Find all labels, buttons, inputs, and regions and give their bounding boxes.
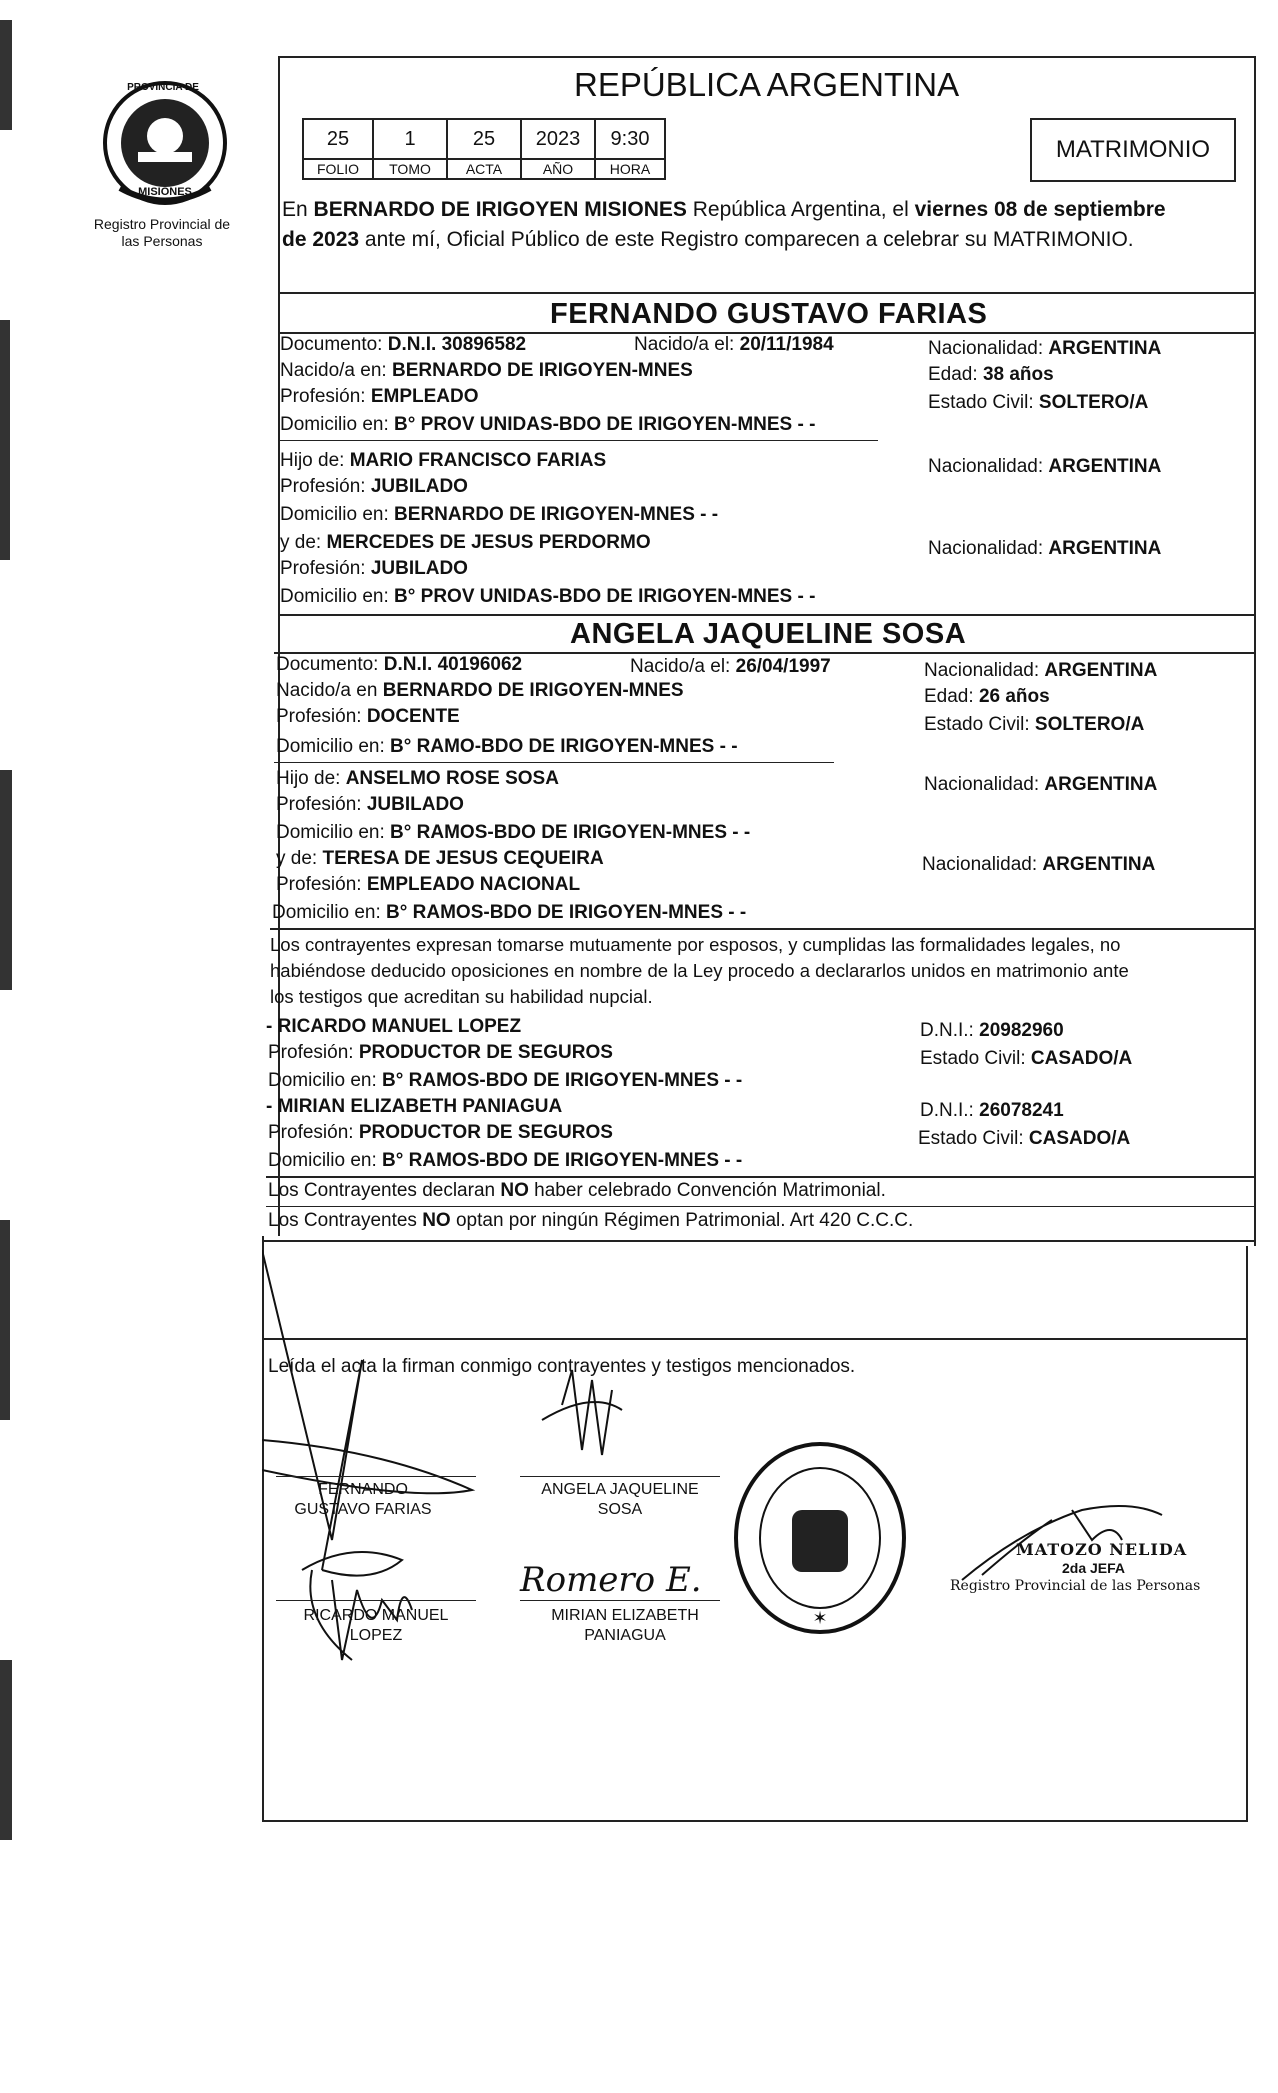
registry-seal-icon xyxy=(730,1438,910,1638)
c2-edad xyxy=(924,686,1050,708)
c1-padre-nac xyxy=(928,456,1161,478)
label: Edad: xyxy=(924,686,974,707)
c2-estado xyxy=(924,714,1144,736)
scan-artifact xyxy=(0,1660,12,1840)
label: Domicilio en: xyxy=(272,902,381,923)
label: Estado Civil: xyxy=(928,392,1034,413)
logo-caption: Registro Provincial de las Personas xyxy=(93,216,231,249)
c1-nacido-en xyxy=(280,360,693,382)
value: D.N.I. 30896582 xyxy=(387,334,527,355)
label: Nacionalidad: xyxy=(922,854,1038,875)
testigo1-dni xyxy=(920,1020,1064,1042)
testigo1-domicilio xyxy=(268,1070,742,1092)
text-bold: NO xyxy=(500,1180,529,1201)
signature-line xyxy=(276,1600,476,1601)
label: Domicilio en: xyxy=(268,1150,377,1171)
label: Profesión: xyxy=(268,1042,354,1063)
label: Nacionalidad: xyxy=(924,660,1040,681)
folio-label: FOLIO xyxy=(302,158,374,180)
label: Estado Civil: xyxy=(918,1128,1024,1149)
label: Profesión: xyxy=(276,874,362,895)
scan-artifact xyxy=(0,770,12,990)
record-type: MATRIMONIO xyxy=(1055,136,1211,163)
c1-padre-dom xyxy=(280,504,718,526)
value: CASADO/A xyxy=(1028,1128,1131,1149)
value: B° RAMOS-BDO DE IRIGOYEN-MNES - - xyxy=(386,902,747,923)
value: ARGENTINA xyxy=(1048,538,1162,559)
oficial-role: 2da JEFA xyxy=(1062,1560,1126,1576)
tomo-label: TOMO xyxy=(372,158,448,180)
value: 20/11/1984 xyxy=(739,334,834,355)
label: Profesión: xyxy=(280,558,366,579)
declaracion-line-2: habiéndose deducido oposiciones en nombre de la Ley procedo a declararlos unidos en matrimonio ante xyxy=(270,960,1129,981)
value: B° RAMOS-BDO DE IRIGOYEN-MNES - - xyxy=(382,1150,743,1171)
testigo1-estado xyxy=(920,1048,1132,1070)
c1-estado xyxy=(928,392,1148,414)
value: BERNARDO DE IRIGOYEN-MNES xyxy=(391,360,693,381)
value: B° PROV UNIDAS-BDO DE IRIGOYEN-MNES - - xyxy=(394,586,816,607)
firma3-label: RICARDO MANUEL LOPEZ xyxy=(303,1607,449,1644)
intro-date: viernes 08 de septiembre xyxy=(914,198,1166,221)
label: Nacido/a en xyxy=(276,680,378,701)
testigo1-name: - RICARDO MANUEL LOPEZ xyxy=(266,1016,522,1037)
firma2-label: ANGELA JAQUELINE SOSA xyxy=(541,1481,699,1518)
anio-label: AÑO xyxy=(520,158,596,180)
value: JUBILADO xyxy=(366,794,464,815)
intro-place: BERNARDO DE IRIGOYEN MISIONES xyxy=(313,198,687,221)
declaracion-line-3: los testigos que acreditan su habilidad nupcial. xyxy=(270,986,653,1007)
value: JUBILADO xyxy=(370,558,468,579)
c1-padre xyxy=(280,450,606,472)
label: Edad: xyxy=(928,364,978,385)
c2-madre-nac xyxy=(922,854,1155,876)
intro-mid: República Argentina, el xyxy=(692,198,909,221)
value: ARGENTINA xyxy=(1044,660,1158,681)
c1-profesion xyxy=(280,386,479,408)
label: Nacionalidad: xyxy=(928,456,1044,477)
firma4-label: MIRIAN ELIZABETH PANIAGUA xyxy=(551,1607,699,1644)
label: Profesión: xyxy=(280,476,366,497)
svg-text:✶: ✶ xyxy=(812,1608,828,1628)
c1-edad xyxy=(928,364,1054,386)
value: SOLTERO/A xyxy=(1038,392,1149,413)
value: 38 años xyxy=(982,364,1054,385)
value: DOCENTE xyxy=(366,706,460,727)
tomo-value: 1 xyxy=(372,118,448,160)
cierre-text: Leída el acta la firman conmigo contrayentes y testigos mencionados. xyxy=(268,1356,856,1377)
value: CASADO/A xyxy=(1030,1048,1133,1069)
seal-top-text: PROVINCIA DE xyxy=(127,82,199,93)
text: Los Contrayentes declaran xyxy=(268,1180,496,1201)
label: Estado Civil: xyxy=(920,1048,1026,1069)
label: Domicilio en: xyxy=(280,504,389,525)
convencion-line-2 xyxy=(268,1210,913,1232)
frame-right xyxy=(1254,56,1256,1246)
value: SOLTERO/A xyxy=(1034,714,1145,735)
intro-rest: ante mí, Oficial Público de este Registro comparecen a celebrar su MATRIMONIO. xyxy=(364,228,1134,251)
label: Nacido/a en: xyxy=(280,360,387,381)
scan-artifact xyxy=(0,1220,10,1420)
label: Profesión: xyxy=(276,794,362,815)
scan-artifact xyxy=(0,20,12,130)
testigo2-profesion xyxy=(268,1122,613,1144)
text: haber celebrado Convención Matrimonial. xyxy=(534,1180,886,1201)
value: D.N.I. 40196062 xyxy=(383,654,523,675)
c2-madre xyxy=(276,848,604,870)
c1-madre-dom xyxy=(280,586,815,608)
c2-nacido-en xyxy=(276,680,684,702)
c1-documento xyxy=(280,334,526,356)
underline xyxy=(274,762,834,763)
label: D.N.I.: xyxy=(920,1100,974,1121)
c2-padre-nac xyxy=(924,774,1157,796)
value: MARIO FRANCISCO FARIAS xyxy=(349,450,607,471)
scan-artifact xyxy=(0,320,10,560)
folio-value: 25 xyxy=(302,118,374,160)
contrayente1-name: FERNANDO GUSTAVO FARIAS xyxy=(550,298,988,330)
c1-madre-nac xyxy=(928,538,1161,560)
divider xyxy=(278,614,1254,616)
value: 26 años xyxy=(978,686,1050,707)
seal-bottom-text: MISIONES xyxy=(138,186,192,198)
c1-domicilio xyxy=(280,414,815,436)
label: Nacido/a el: xyxy=(634,334,735,355)
value: JUBILADO xyxy=(370,476,468,497)
firma1-label: FERNANDO GUSTAVO FARIAS xyxy=(294,1481,432,1518)
signature-line xyxy=(520,1476,720,1477)
label: Nacido/a el: xyxy=(630,656,731,677)
value: PRODUCTOR DE SEGUROS xyxy=(358,1122,613,1143)
intro-prefix: En xyxy=(282,198,308,221)
label: y de: xyxy=(280,532,322,553)
label: Hijo de: xyxy=(276,768,341,789)
value: 26/04/1997 xyxy=(735,656,831,677)
divider xyxy=(270,928,1254,930)
c2-documento xyxy=(276,654,522,676)
c2-domicilio xyxy=(276,736,738,758)
c1-nacionalidad xyxy=(928,338,1161,360)
record-type-box xyxy=(1030,118,1236,182)
text: optan por ningún Régimen Patrimonial. Art 420 C.C.C. xyxy=(455,1210,914,1231)
c2-nacido-el xyxy=(630,656,831,678)
value: BERNARDO DE IRIGOYEN-MNES xyxy=(382,680,684,701)
value: B° RAMOS-BDO DE IRIGOYEN-MNES - - xyxy=(382,1070,743,1091)
c1-madre xyxy=(280,532,651,554)
label: Domicilio en: xyxy=(280,586,389,607)
label: D.N.I.: xyxy=(920,1020,974,1041)
country-title: REPÚBLICA ARGENTINA xyxy=(574,66,960,103)
oficial-org: Registro Provincial de las Personas xyxy=(950,1578,1201,1594)
testigo2-name: - MIRIAN ELIZABETH PANIAGUA xyxy=(266,1096,563,1117)
label: Nacionalidad: xyxy=(928,538,1044,559)
oficial-name: MATOZO NELIDA xyxy=(1016,1540,1188,1559)
value: ARGENTINA xyxy=(1048,456,1162,477)
label: Domicilio en: xyxy=(280,414,389,435)
underline xyxy=(278,440,878,441)
acta-value: 25 xyxy=(446,118,522,160)
intro-year: de 2023 xyxy=(282,228,360,251)
intro-line-2 xyxy=(282,228,1134,252)
hora-value: 9:30 xyxy=(594,118,666,160)
label: Nacionalidad: xyxy=(924,774,1040,795)
frame-right-lower xyxy=(1246,1246,1248,1820)
label: Documento: xyxy=(280,334,383,355)
label: Documento: xyxy=(276,654,379,675)
c1-nacido-el xyxy=(634,334,834,356)
label: Hijo de: xyxy=(280,450,345,471)
intro-line-1 xyxy=(282,198,1166,222)
text-bold: NO xyxy=(422,1210,451,1231)
label: Domicilio en: xyxy=(276,822,385,843)
testigo2-estado xyxy=(918,1128,1130,1150)
c2-nacionalidad xyxy=(924,660,1157,682)
label: Profesión: xyxy=(280,386,366,407)
frame-bottom xyxy=(262,1820,1248,1822)
c2-padre xyxy=(276,768,559,790)
value: B° RAMOS-BDO DE IRIGOYEN-MNES - - xyxy=(390,822,751,843)
c2-profesion xyxy=(276,706,460,728)
value: ARGENTINA xyxy=(1044,774,1158,795)
testigo2-dni xyxy=(920,1100,1064,1122)
hora-label: HORA xyxy=(594,158,666,180)
acta-label: ACTA xyxy=(446,158,522,180)
value: PRODUCTOR DE SEGUROS xyxy=(358,1042,613,1063)
frame-top xyxy=(278,56,1254,58)
firma4-handwriting: Romero E. xyxy=(520,1560,702,1600)
value: EMPLEADO xyxy=(370,386,479,407)
c2-madre-prof xyxy=(276,874,580,896)
convencion-line-1 xyxy=(268,1180,886,1202)
label: Estado Civil: xyxy=(924,714,1030,735)
value: 26078241 xyxy=(979,1100,1064,1121)
label: y de: xyxy=(276,848,318,869)
label: Domicilio en: xyxy=(268,1070,377,1091)
text: Los Contrayentes xyxy=(268,1210,417,1231)
divider xyxy=(278,292,1254,294)
label: Profesión: xyxy=(276,706,362,727)
signature-line xyxy=(520,1600,720,1601)
label: Nacionalidad: xyxy=(928,338,1044,359)
value: B° PROV UNIDAS-BDO DE IRIGOYEN-MNES - - xyxy=(394,414,816,435)
signature-line xyxy=(276,1476,476,1477)
value: ARGENTINA xyxy=(1042,854,1156,875)
divider xyxy=(266,1206,1254,1207)
label: Domicilio en: xyxy=(276,736,385,757)
value: TERESA DE JESUS CEQUEIRA xyxy=(322,848,604,869)
c2-padre-dom xyxy=(276,822,750,844)
c1-madre-prof xyxy=(280,558,468,580)
testigo1-profesion xyxy=(268,1042,613,1064)
contrayente2-name: ANGELA JAQUELINE SOSA xyxy=(570,618,967,650)
c1-padre-prof xyxy=(280,476,468,498)
c2-madre-dom xyxy=(272,902,746,924)
value: EMPLEADO NACIONAL xyxy=(366,874,581,895)
value: MERCEDES DE JESUS PERDORMO xyxy=(326,532,651,553)
declaracion-line-1: Los contrayentes expresan tomarse mutuamente por esposos, y cumplidas las formalidades legales, no xyxy=(270,934,1121,955)
registry-seal xyxy=(730,1438,910,1638)
value: B° RAMO-BDO DE IRIGOYEN-MNES - - xyxy=(390,736,738,757)
anio-value: 2023 xyxy=(520,118,596,160)
label: Profesión: xyxy=(268,1122,354,1143)
value: ARGENTINA xyxy=(1048,338,1162,359)
value: ANSELMO ROSE SOSA xyxy=(345,768,559,789)
value: BERNARDO DE IRIGOYEN-MNES - - xyxy=(394,504,719,525)
divider xyxy=(266,1176,1254,1178)
c2-padre-prof xyxy=(276,794,464,816)
value: 20982960 xyxy=(979,1020,1064,1041)
testigo2-domicilio xyxy=(268,1150,742,1172)
